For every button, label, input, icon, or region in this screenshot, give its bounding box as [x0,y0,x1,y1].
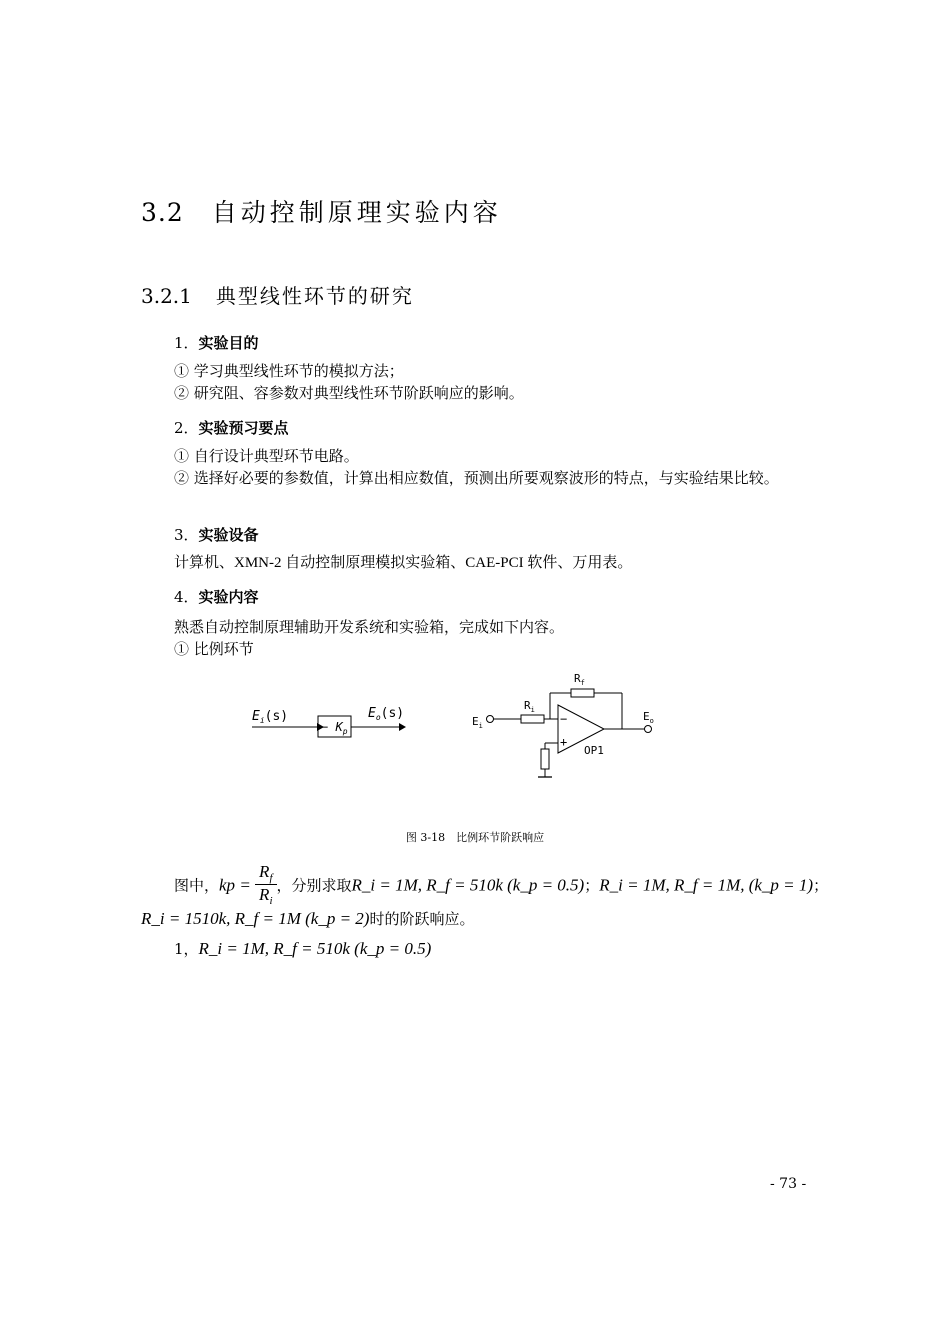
equipment-text: 计算机、XMN-2 自动控制原理模拟实验箱、CAE-PCI 软件、万用表。 [174,555,633,571]
formula-line-3: 1，R_i = 1M, R_f = 510k (k_p = 0.5) [174,939,432,958]
section-heading [141,280,414,309]
section-number: 3.2.1 [141,284,192,308]
subsection-equipment: 3．实验设备 [174,526,259,544]
subsection-purpose: 1．实验目的 [174,334,259,352]
subsection-content: 4．实验内容 [174,588,259,606]
kp-fraction: $\frac{R_f}{R_i}$ [255,862,276,907]
opamp-plus: + [560,735,568,749]
input-terminal [487,716,494,723]
ri-label: $R_i$ [524,699,535,714]
opamp-minus: − [560,712,568,726]
resistor-rf [571,689,594,697]
circuit-eo-label: $E_o$ [643,710,654,725]
chapter-title: 自动控制原理实验内容 [211,198,502,227]
chapter-heading [141,193,502,229]
block-output-label: $E_o(s)$ [368,706,405,722]
case-3: R_i = 1510k, R_f = 1M (k_p = 2) [141,909,370,928]
circuit-ei-label: $E_i$ [472,715,483,730]
figure-caption: 图 3-18 比例环节阶跃响应 [405,831,545,844]
section-title: 典型线性环节的研究 [215,284,414,308]
case-2: R_i = 1M, R_f = 1M, (k_p = 1) [599,875,814,895]
rf-label: $R_f$ [574,672,585,687]
case-1-detail: R_i = 1M, R_f = 510k (k_p = 0.5) [198,939,432,958]
resistor-ground [541,749,549,769]
opamp-circuit [472,672,654,777]
formula-line-1: 图中，kp = $\frac{R_f}{R_i}$ ，分别求取R_i = 1M, R_f = 510k (k_p = 0.5)；R_i = 1M, R_f = 1M, (k_p = 1)； [174,862,829,907]
chapter-number: 3.2 [141,198,184,227]
preview-item-1: ① 自行设计典型环节电路。 [174,447,359,465]
page-number: - 73 - [770,1176,807,1192]
subsection-preview: 2．实验预习要点 [174,419,289,437]
purpose-item-2: ② 研究阻、容参数对典型线性环节阶跃响应的影响。 [174,384,524,402]
gain-label: − $K_p$ [321,720,348,736]
opamp-label: OP1 [584,744,604,757]
resistor-ri [521,715,544,723]
block-diagram [252,706,406,737]
content-item-proportional: ① 比例环节 [174,640,254,658]
preview-item-2: ② 选择好必要的参数值，计算出相应数值，预测出所要观察波形的特点，与实验结果比较。 [174,469,779,487]
figure-proportional-element [240,665,680,790]
case-1: R_i = 1M, R_f = 510k (k_p = 0.5) [351,875,585,895]
purpose-item-1: ① 学习典型线性环节的模拟方法； [174,362,404,380]
block-input-label: $E_i(s)$ [252,709,289,725]
content-text: 熟悉自动控制原理辅助开发系统和实验箱，完成如下内容。 [174,618,565,636]
formula-line-2: R_i = 1510k, R_f = 1M (k_p = 2)时的阶跃响应。 [141,909,475,928]
output-terminal [645,726,652,733]
